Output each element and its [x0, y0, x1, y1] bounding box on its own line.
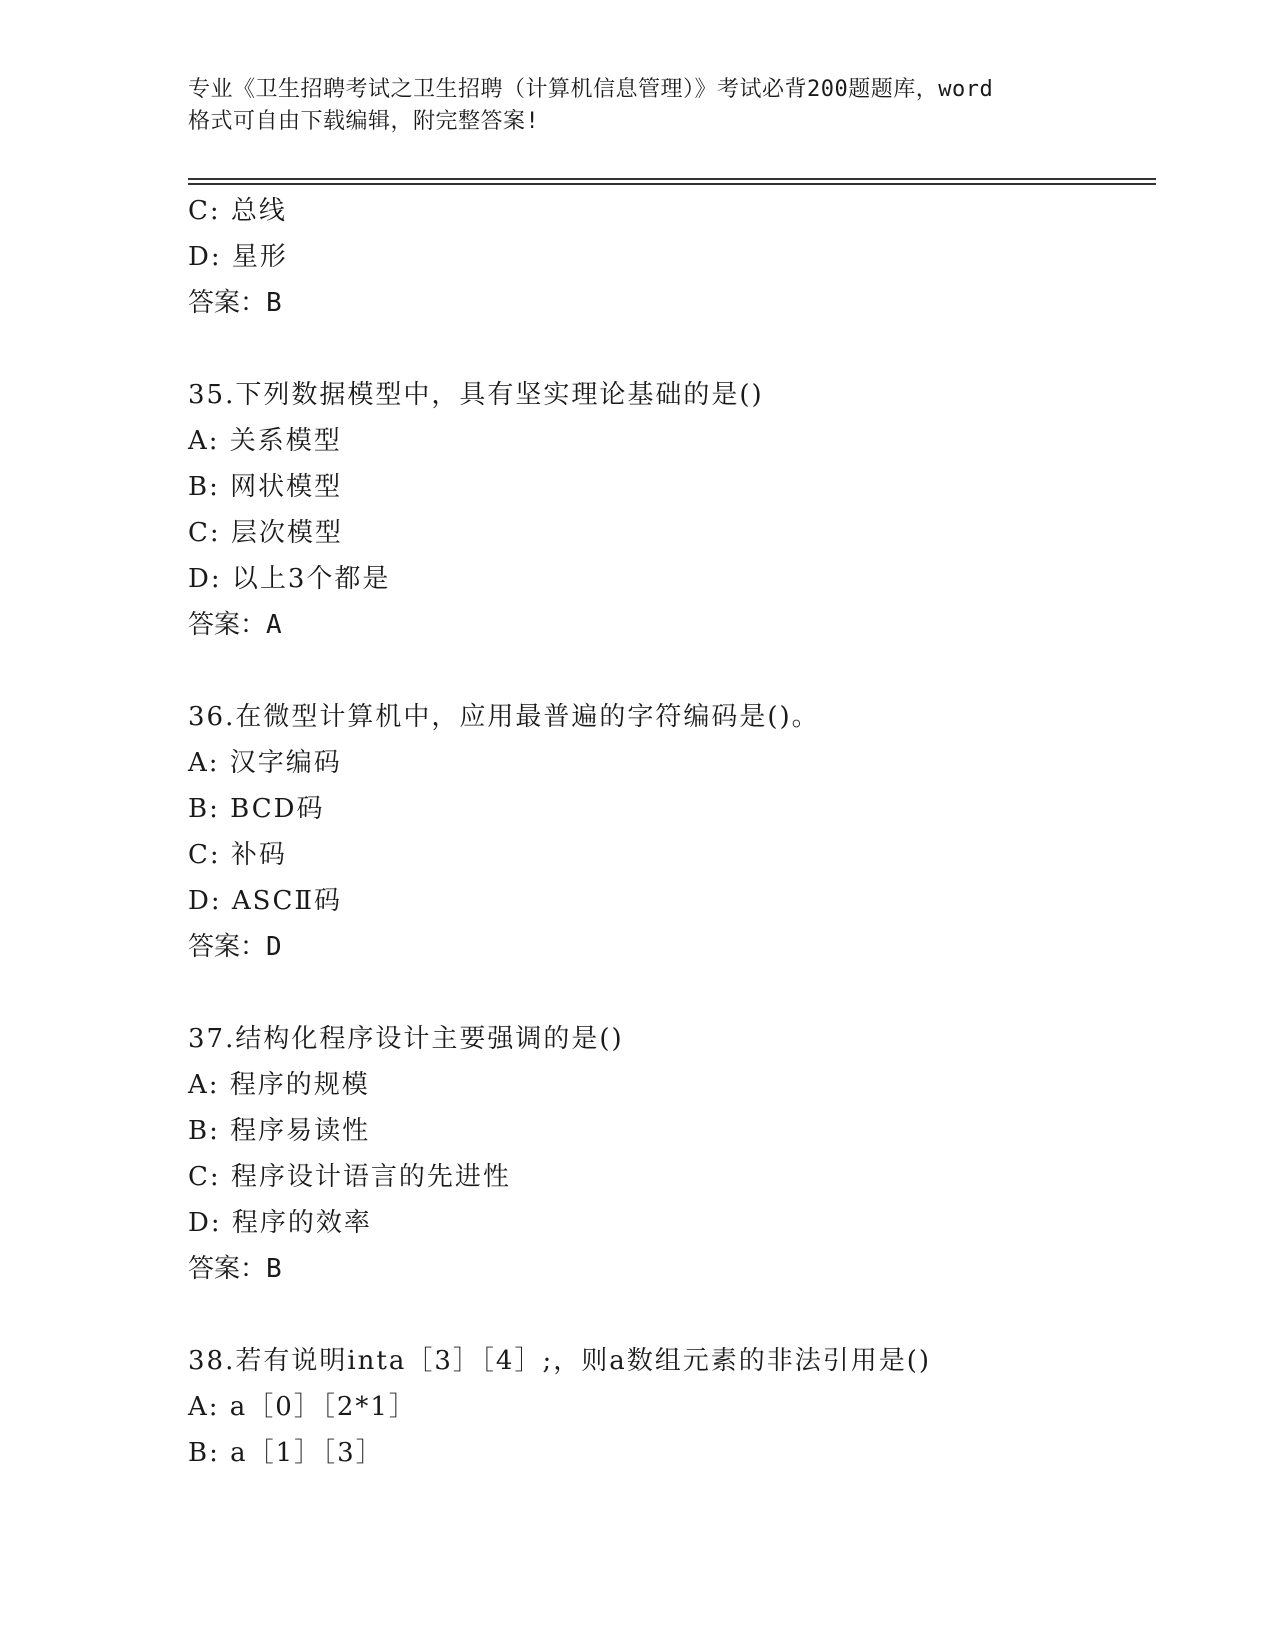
question-38	[188, 1338, 1148, 1476]
option-b: B: 程序易读性	[188, 1116, 371, 1146]
option-c: C: 补码	[188, 840, 287, 870]
spacer	[188, 326, 1148, 372]
option-d: D: ASCⅡ码	[188, 886, 343, 916]
spacer	[188, 1292, 1148, 1338]
option-d: D: 以上3个都是	[188, 564, 391, 594]
option-b: B: BCD码	[188, 794, 325, 824]
question-text: 36.在微型计算机中，应用最普遍的字符编码是()。	[188, 702, 820, 732]
option-a: A: a［0］［2*1］	[188, 1392, 417, 1422]
question-text: 38.若有说明inta［3］［4］;，则a数组元素的非法引用是()	[188, 1346, 931, 1376]
question-list	[188, 188, 1148, 1476]
header-line-1: 专业《卫生招聘考试之卫生招聘（计算机信息管理）》考试必背200题题库，word	[188, 77, 994, 102]
option-c: C: 程序设计语言的先进性	[188, 1162, 511, 1192]
option-d: D: 程序的效率	[188, 1208, 372, 1238]
spacer	[188, 648, 1148, 694]
answer: 答案：A	[188, 610, 282, 640]
option-b: B: a［1］［3］	[188, 1438, 384, 1468]
option-a: A: 汉字编码	[188, 748, 342, 778]
header-rule-top	[188, 178, 1156, 180]
answer: 答案：B	[188, 1254, 282, 1284]
question-text: 37.结构化程序设计主要强调的是()	[188, 1024, 624, 1054]
spacer	[188, 970, 1148, 1016]
question-37	[188, 1016, 1148, 1292]
header-line-2: 格式可自由下载编辑，附完整答案!	[188, 109, 540, 134]
question-34	[188, 188, 1148, 326]
option-b: B: 网状模型	[188, 472, 343, 502]
question-text: 35.下列数据模型中，具有坚实理论基础的是()	[188, 380, 764, 410]
answer: 答案：D	[188, 932, 282, 962]
document-header	[188, 74, 1108, 138]
question-36	[188, 694, 1148, 970]
option-c: C: 总线	[188, 196, 287, 226]
header-rule-bottom	[188, 183, 1156, 185]
option-c: C: 层次模型	[188, 518, 343, 548]
option-d: D: 星形	[188, 242, 288, 272]
option-a: A: 程序的规模	[188, 1070, 370, 1100]
question-35	[188, 372, 1148, 648]
answer: 答案：B	[188, 288, 282, 318]
option-a: A: 关系模型	[188, 426, 342, 456]
